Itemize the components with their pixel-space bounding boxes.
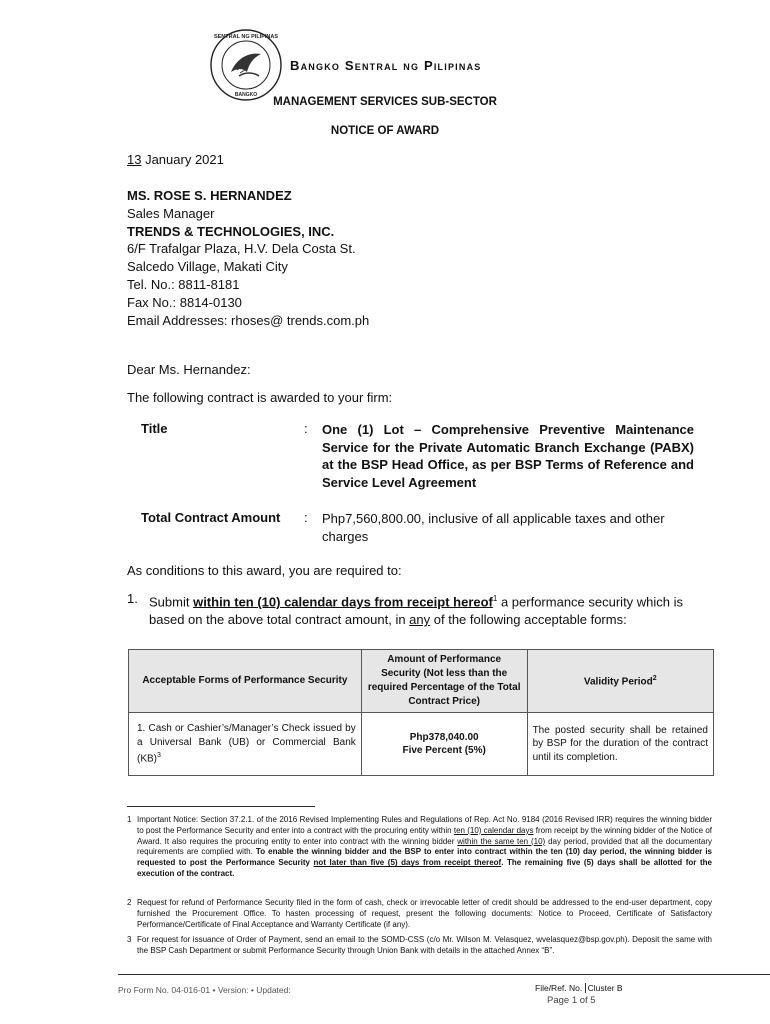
header-validity [527, 650, 713, 713]
date-day: 13 [127, 152, 142, 167]
row-amount-value: Php378,040.00 [409, 731, 479, 743]
row-amount [361, 713, 527, 776]
condition-deadline: within ten (10) calendar days from receipt hereof [193, 594, 493, 610]
row-validity: The posted security shall be retained by BSP for the duration of the contract until its completion. [527, 713, 713, 776]
sub-sector: MANAGEMENT SERVICES SUB-SECTOR [273, 96, 497, 108]
recipient-address2: Salcedo Village, Makati City [127, 259, 288, 275]
amount-colon: : [304, 510, 308, 525]
header-amount: Amount of Performance Security (Not less than the required Percentage of the Total Contract Price) [361, 650, 527, 713]
fn1-u2: within the same ten (10) [457, 836, 546, 846]
footer-rule [118, 974, 770, 975]
row-form [129, 713, 362, 776]
intro-text: The following contract is awarded to your firm: [127, 390, 393, 405]
recipient-name: MS. ROSE S. HERNANDEZ [127, 188, 292, 203]
footnote-2-mark: 2 [127, 898, 132, 907]
fn1-b: from receipt by the winning bidder of the Notice of Award. It also requires the procuring entity to enter into contract with the winning bidder [137, 825, 712, 846]
fn1-bold2: . The remaining five (5) days shall be allotted for the execution of the contract. [137, 858, 712, 878]
condition-pre: Submit [149, 594, 194, 610]
footnote-3 [127, 935, 712, 957]
condition-any: any [409, 612, 431, 628]
footnote-2-text: Request for refund of Performance Security filed in the form of cash, check or irrevocable letter of credit should be addressed to the end-user department, copy furnished the Procurement Office. To hasten processing of request, present the following documents: Notice to Proceed, Certificate of Satisfactory Performance/Certificate of Final Acceptance and Warranty Certificate (if any). [137, 898, 712, 929]
recipient-tel: Tel. No.: 8811-8181 [127, 276, 240, 292]
footnote-2 [127, 898, 712, 930]
file-ref-label: File/Ref. No. [535, 983, 583, 993]
recipient-email: Email Addresses: rhoses@ trends.com.ph [127, 312, 370, 328]
title-label: Title [141, 421, 168, 436]
row-form-text: 1. Cash or Cashier’s/Manager’s Check issued by a Universal Bank (UB) or Commercial Bank (KB) [137, 723, 356, 765]
file-ref [535, 983, 623, 993]
cluster-label: Cluster B [585, 983, 623, 993]
footnote-separator [127, 806, 315, 807]
row-amount-percent: Five Percent (5%) [402, 745, 486, 756]
condition-mid: a performance security which is based on the above total contract amount, in [149, 594, 684, 628]
amount-label: Total Contract Amount [141, 510, 281, 525]
title-value: One (1) Lot – Comprehensive Preventive Maintenance Service for the Private Automatic Branch Exchange (PABX) at the BSP Head Office, as per BSP Terms of Reference and Service Level Agreement [322, 422, 694, 490]
header-validity-text: Validity Period [583, 676, 653, 688]
date-rest: January 2021 [141, 152, 224, 167]
conditions-intro: As conditions to this award, you are required to: [127, 563, 402, 578]
doc-title: NOTICE OF AWARD [330, 125, 440, 137]
footnote-1 [127, 815, 712, 880]
security-table [128, 649, 714, 776]
fn1-bold1: To enable the winning bidder and the BSP to enter into contract within the ten (10) day period, the winning bidder is requested to post the Performance Security [137, 847, 713, 868]
recipient-position: Sales Manager [127, 205, 215, 221]
fn1-u1: ten (10) calendar days [453, 825, 534, 835]
table-row [129, 713, 714, 776]
footnote-ref-1: 1 [492, 594, 498, 603]
salutation: Dear Ms. Hernandez: [127, 362, 251, 377]
table-header-row [129, 650, 714, 713]
bsp-seal-logo [209, 28, 283, 102]
condition-post: of the following acceptable forms: [430, 612, 627, 628]
footnote-3-text: For request for issuance of Order of Payment, send an email to the SOMD-CSS (c/o Mr. Wilson M. Velasquez, wvelasquez@bsp.gov.ph). Deposit the same with the BSP Cash Department or submit Performance Security through Union Bank with details in the attached Annex “B”. [137, 935, 712, 955]
footnote-1-mark: 1 [127, 815, 132, 824]
condition-number: 1. [127, 591, 138, 606]
amount-value: Php7,560,800.00, inclusive of all applicable taxes and other charges [322, 511, 665, 544]
header-forms: Acceptable Forms of Performance Security [129, 650, 362, 713]
form-number: Pro Form No. 04-016-01 • Version: • Updated: [118, 985, 291, 995]
condition-item-1 [127, 590, 697, 629]
fn1-bold-u: not later than five (5) days from receipt thereof [313, 858, 502, 868]
recipient-block [127, 187, 369, 329]
footnote-ref-2: 2 [652, 675, 657, 683]
date [127, 152, 224, 167]
recipient-address1: 6/F Trafalgar Plaza, H.V. Dela Costa St. [127, 241, 356, 257]
recipient-company: TRENDS & TECHNOLOGIES, INC. [127, 223, 335, 239]
org-name: Bangko Sentral ng Pilipinas [290, 58, 482, 73]
page-number: Page 1 of 5 [547, 995, 596, 1006]
footnote-ref-3: 3 [157, 752, 161, 760]
svg-text:SENTRAL NG PILIPINAS: SENTRAL NG PILIPINAS [213, 34, 279, 40]
title-colon: : [304, 421, 308, 436]
fn1-a: Important Notice: Section 37.2.1. of the 2016 Revised Implementing Rules and Regulations of Rep. Act No. 9184 (2016 Revised IRR) requires the winning bidder to post the Performance Security and enter into a contract with the procuring entity within [137, 815, 712, 835]
fn1-c: day period, provided that all the documentary requirements are complied with. [137, 836, 713, 857]
svg-text:BANGKO: BANGKO [234, 92, 258, 98]
footnote-3-mark: 3 [127, 935, 132, 944]
recipient-fax: Fax No.: 8814-0130 [127, 294, 242, 310]
